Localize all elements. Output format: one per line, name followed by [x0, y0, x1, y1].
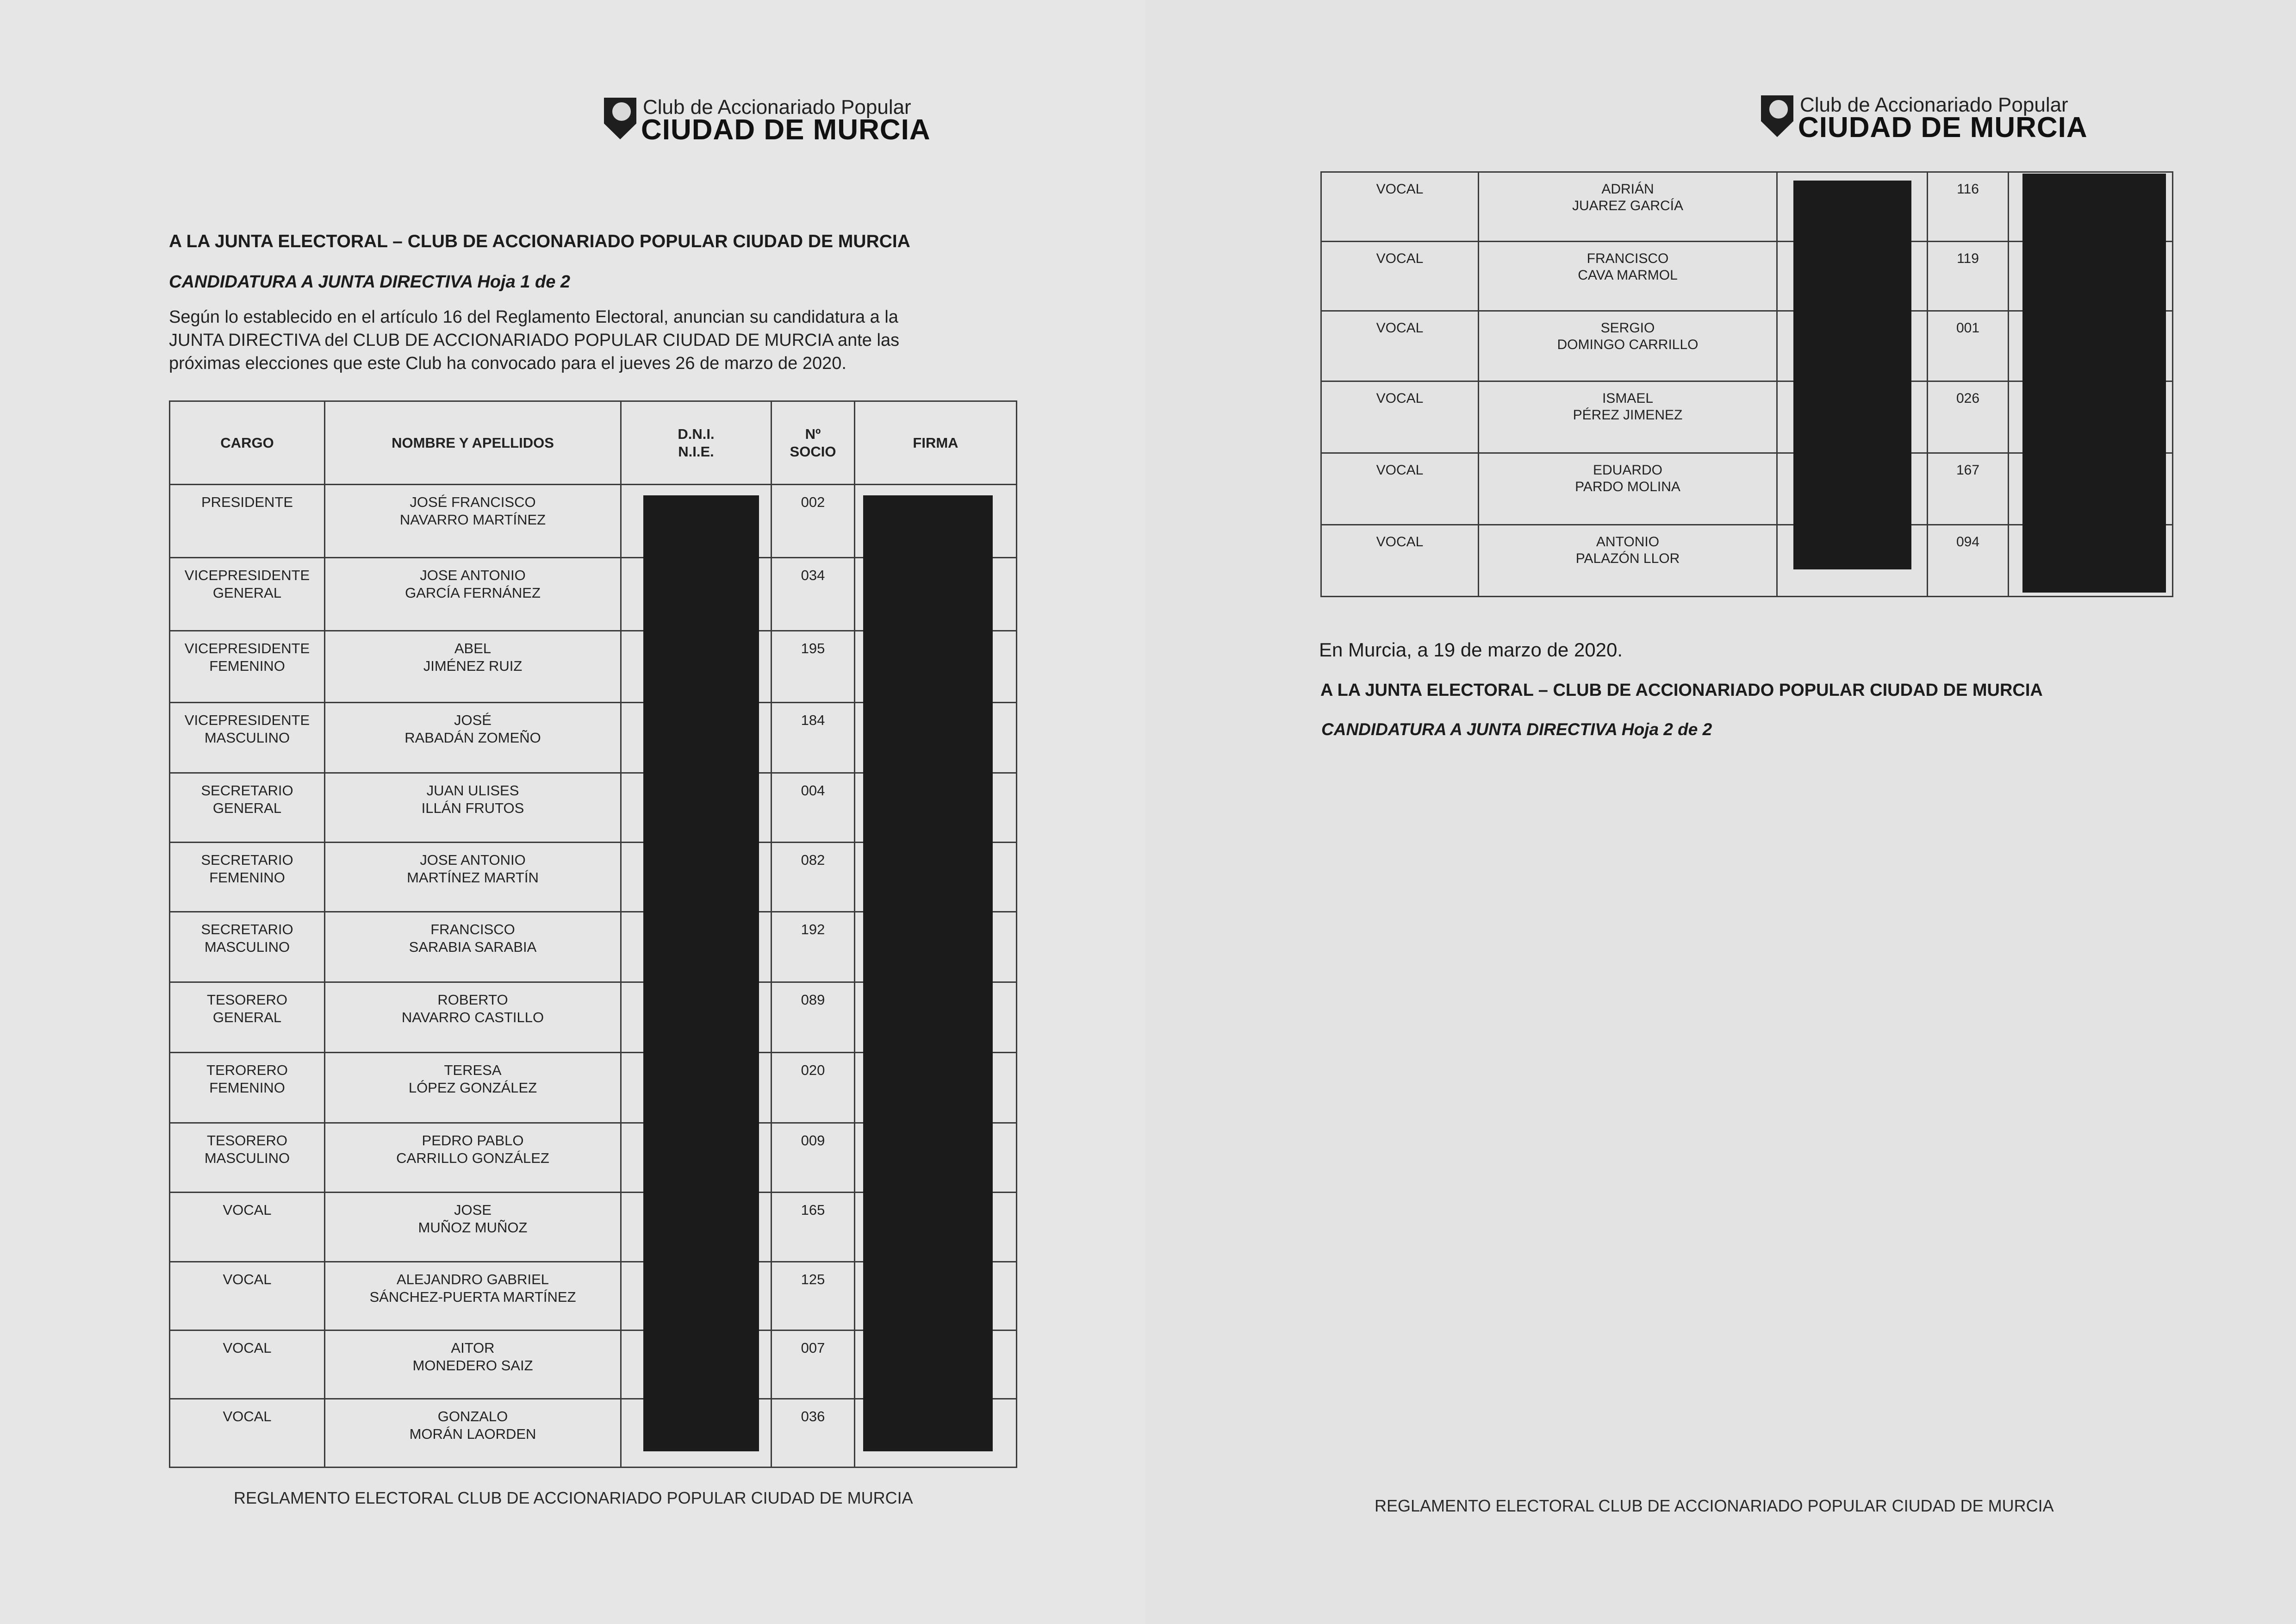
intro-line-3: próximas elecciones que este Club ha convocado para el jueves 26 de marzo de 2020.: [169, 354, 846, 373]
col-cargo: CARGO: [170, 401, 325, 485]
table-header-row: [170, 401, 1017, 485]
football-crest-icon: [604, 98, 636, 139]
socio-cell: 195: [772, 631, 855, 703]
document-page-1: [0, 0, 1145, 1624]
document-page-2: [1145, 0, 2296, 1624]
nombre-cell: GONZALO MORÁN LAORDEN: [325, 1399, 621, 1468]
col-firma: FIRMA: [855, 401, 1017, 485]
socio-cell: 009: [772, 1123, 855, 1193]
socio-cell: 119: [1928, 242, 2009, 311]
redaction-dni-column: [1793, 181, 1911, 569]
nombre-cell: ISMAEL PÉREZ JIMENEZ: [1479, 381, 1777, 453]
cargo-cell: VOCAL: [1321, 525, 1479, 597]
cargo-cell: VOCAL: [1321, 172, 1479, 242]
nombre-cell: EDUARDO PARDO MOLINA: [1479, 453, 1777, 525]
nombre-cell: SERGIO DOMINGO CARRILLO: [1479, 311, 1777, 381]
cargo-cell: VICEPRESIDENTE MASCULINO: [170, 703, 325, 773]
socio-cell: 020: [772, 1053, 855, 1123]
intro-line-1: Según lo establecido en el artículo 16 del Reglamento Electoral, anuncian su candidatura a la: [169, 307, 898, 327]
cargo-cell: VOCAL: [170, 1262, 325, 1330]
cargo-cell: TESORERO MASCULINO: [170, 1123, 325, 1193]
nombre-cell: PEDRO PABLO CARRILLO GONZÁLEZ: [325, 1123, 621, 1193]
cargo-cell: SECRETARIO FEMENINO: [170, 843, 325, 912]
socio-cell: 007: [772, 1330, 855, 1399]
nombre-cell: ALEJANDRO GABRIEL SÁNCHEZ-PUERTA MARTÍNEZ: [325, 1262, 621, 1330]
redaction-firma-column: [863, 495, 993, 1451]
socio-cell: 192: [772, 912, 855, 982]
nombre-cell: TERESA LÓPEZ GONZÁLEZ: [325, 1053, 621, 1123]
cargo-cell: VOCAL: [170, 1330, 325, 1399]
nombre-cell: AITOR MONEDERO SAIZ: [325, 1330, 621, 1399]
football-crest-icon: [1761, 95, 1793, 137]
nombre-cell: JOSÉ FRANCISCO NAVARRO MARTÍNEZ: [325, 485, 621, 558]
page-footer: REGLAMENTO ELECTORAL CLUB DE ACCIONARIADO POPULAR CIUDAD DE MURCIA: [234, 1488, 913, 1507]
redaction-dni-column: [643, 495, 759, 1451]
socio-cell: 125: [772, 1262, 855, 1330]
subheading-title: CANDIDATURA A JUNTA DIRECTIVA: [1321, 720, 1617, 739]
logo-line-2: CIUDAD DE MURCIA: [1798, 112, 2088, 144]
socio-cell: 165: [772, 1193, 855, 1262]
cargo-cell: VICEPRESIDENTE FEMENINO: [170, 631, 325, 703]
cargo-cell: SECRETARIO GENERAL: [170, 773, 325, 843]
col-dni: D.N.I. N.I.E.: [621, 401, 772, 485]
nombre-cell: ADRIÁN JUAREZ GARCÍA: [1479, 172, 1777, 242]
cargo-cell: VOCAL: [170, 1193, 325, 1262]
logo-line-1: Club de Accionariado Popular: [1800, 94, 2068, 116]
socio-cell: 089: [772, 982, 855, 1053]
cargo-cell: SECRETARIO MASCULINO: [170, 912, 325, 982]
nombre-cell: ANTONIO PALAZÓN LLOR: [1479, 525, 1777, 597]
socio-cell: 116: [1928, 172, 2009, 242]
cargo-cell: VOCAL: [1321, 242, 1479, 311]
socio-cell: 001: [1928, 311, 2009, 381]
subheading-title: CANDIDATURA A JUNTA DIRECTIVA: [169, 272, 473, 292]
cargo-cell: TESORERO GENERAL: [170, 982, 325, 1053]
redaction-firma-column: [2022, 174, 2166, 593]
col-nombre: NOMBRE Y APELLIDOS: [325, 401, 621, 485]
subheading-sheet: Hoja 2 de 2: [1621, 720, 1712, 739]
cargo-cell: VOCAL: [1321, 381, 1479, 453]
socio-cell: 036: [772, 1399, 855, 1468]
socio-cell: 004: [772, 773, 855, 843]
page-subheading: [169, 272, 570, 292]
cargo-cell: VOCAL: [170, 1399, 325, 1468]
nombre-cell: JOSE MUÑOZ MUÑOZ: [325, 1193, 621, 1262]
logo-line-2: CIUDAD DE MURCIA: [641, 114, 931, 146]
col-socio: Nº SOCIO: [772, 401, 855, 485]
cargo-cell: VOCAL: [1321, 453, 1479, 525]
nombre-cell: ABEL JIMÉNEZ RUIZ: [325, 631, 621, 703]
intro-paragraph: [169, 306, 983, 375]
nombre-cell: ROBERTO NAVARRO CASTILLO: [325, 982, 621, 1053]
page-footer: REGLAMENTO ELECTORAL CLUB DE ACCIONARIADO POPULAR CIUDAD DE MURCIA: [1375, 1496, 2054, 1515]
intro-line-2: JUNTA DIRECTIVA del CLUB DE ACCIONARIADO POPULAR CIUDAD DE MURCIA ante las: [169, 331, 900, 350]
nombre-cell: JOSE ANTONIO MARTÍNEZ MARTÍN: [325, 843, 621, 912]
socio-cell: 026: [1928, 381, 2009, 453]
page-subheading: [1321, 720, 1712, 739]
cargo-cell: TERORERO FEMENINO: [170, 1053, 325, 1123]
cargo-cell: VICEPRESIDENTE GENERAL: [170, 558, 325, 631]
page-heading: A LA JUNTA ELECTORAL – CLUB DE ACCIONARIADO POPULAR CIUDAD DE MURCIA: [169, 231, 910, 251]
subheading-sheet: Hoja 1 de 2: [477, 272, 571, 292]
cargo-cell: VOCAL: [1321, 311, 1479, 381]
socio-cell: 167: [1928, 453, 2009, 525]
logo-line-1: Club de Accionariado Popular: [643, 96, 911, 119]
socio-cell: 082: [772, 843, 855, 912]
socio-cell: 002: [772, 485, 855, 558]
page-heading: A LA JUNTA ELECTORAL – CLUB DE ACCIONARIADO POPULAR CIUDAD DE MURCIA: [1320, 681, 2043, 700]
nombre-cell: JUAN ULISES ILLÁN FRUTOS: [325, 773, 621, 843]
socio-cell: 034: [772, 558, 855, 631]
socio-cell: 184: [772, 703, 855, 773]
cargo-cell: PRESIDENTE: [170, 485, 325, 558]
nombre-cell: JOSÉ RABADÁN ZOMEÑO: [325, 703, 621, 773]
nombre-cell: JOSE ANTONIO GARCÍA FERNÁNEZ: [325, 558, 621, 631]
place-date: En Murcia, a 19 de marzo de 2020.: [1319, 639, 1623, 661]
nombre-cell: FRANCISCO SARABIA SARABIA: [325, 912, 621, 982]
socio-cell: 094: [1928, 525, 2009, 597]
nombre-cell: FRANCISCO CAVA MARMOL: [1479, 242, 1777, 311]
